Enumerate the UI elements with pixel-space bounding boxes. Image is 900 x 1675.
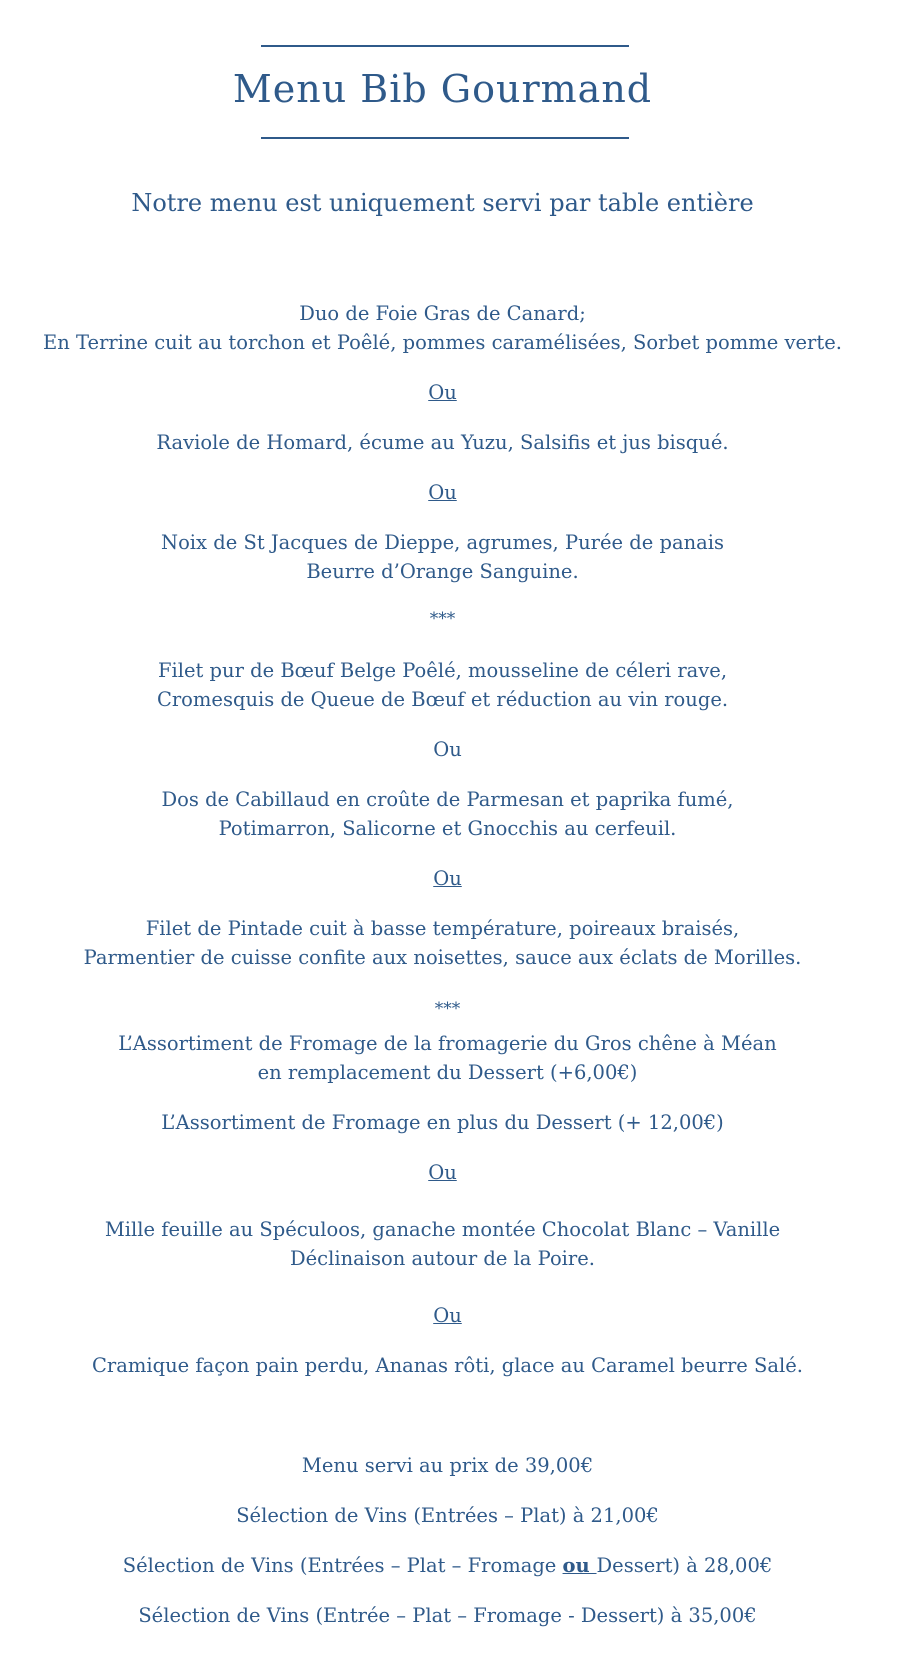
title-rule-bottom [261,137,629,139]
entree-3-line-2: Beurre d’Orange Sanguine. [306,560,579,583]
or-label: Ou [428,381,457,404]
plat-3-line-1: Filet de Pintade cuit à basse température, poireaux braisés, [145,917,740,940]
cheese-2-line-1: L’Assortiment de Fromage en plus du Dessert (+ 12,00€) [161,1111,724,1134]
plat-1-line-1: Filet pur de Bœuf Belge Poêlé, mousseline de céleri rave, [157,659,728,682]
plat-3-line-2: Parmentier de cuisse confite aux noisettes, sauce aux éclats de Morilles. [83,946,802,969]
or-label: Ou [433,738,462,761]
menu-price: Menu servi au prix de 39,00€ [301,1454,594,1477]
dessert-2-line-1: Cramique façon pain perdu, Ananas rôti, glace au Caramel beurre Salé. [92,1354,803,1377]
course-separator: *** [429,609,456,629]
wine-selection-3: Sélection de Vins (Entrée – Plat – Fromage - Dessert) à 35,00€ [138,1604,757,1627]
cheese-1-line-1: L’Assortiment de Fromage de la fromagerie du Gros chêne à Méan [118,1032,777,1055]
plat-2-line-2: Potimarron, Salicorne et Gnocchis au cerfeuil. [218,817,677,840]
wine-selection-2-text-c: Dessert) à 28,00€ [596,1554,773,1577]
cheese-1-line-2: en remplacement du Dessert (+6,00€) [257,1061,638,1084]
wine-selection-1: Sélection de Vins (Entrées – Plat) à 21,00€ [236,1504,659,1527]
plat-1-line-2: Cromesquis de Queue de Bœuf et réduction au vin rouge. [156,688,729,711]
or-label: Ou [433,867,462,890]
subtitle: Notre menu est uniquement servi par table entière [131,189,754,217]
wine-selection-2-text-a: Sélection de Vins (Entrées – Plat – Fromage [122,1554,563,1577]
wine-selection-2 [5,1551,890,1580]
page-title: Menu Bib Gourmand [232,67,653,111]
entree-3-line-1: Noix de St Jacques de Dieppe, agrumes, Purée de panais [161,531,724,554]
title-rule-top [261,45,629,47]
or-label: Ou [428,1161,457,1184]
or-label: Ou [428,481,457,504]
or-label: Ou [433,1304,462,1327]
entree-1-line-1: Duo de Foie Gras de Canard; [299,302,586,325]
dessert-1-line-1: Mille feuille au Spéculoos, ganache montée Chocolat Blanc – Vanille [104,1218,781,1241]
wine-selection-2-or: ou [562,1554,597,1577]
dessert-1-line-2: Déclinaison autour de la Poire. [290,1247,595,1270]
entree-2-line-1: Raviole de Homard, écume au Yuzu, Salsifis et jus bisqué. [156,431,729,454]
course-separator: *** [434,999,461,1019]
entree-1-line-2: En Terrine cuit au torchon et Poêlé, pommes caramélisées, Sorbet pomme verte. [43,331,842,354]
plat-2-line-1: Dos de Cabillaud en croûte de Parmesan et paprika fumé, [161,788,734,811]
